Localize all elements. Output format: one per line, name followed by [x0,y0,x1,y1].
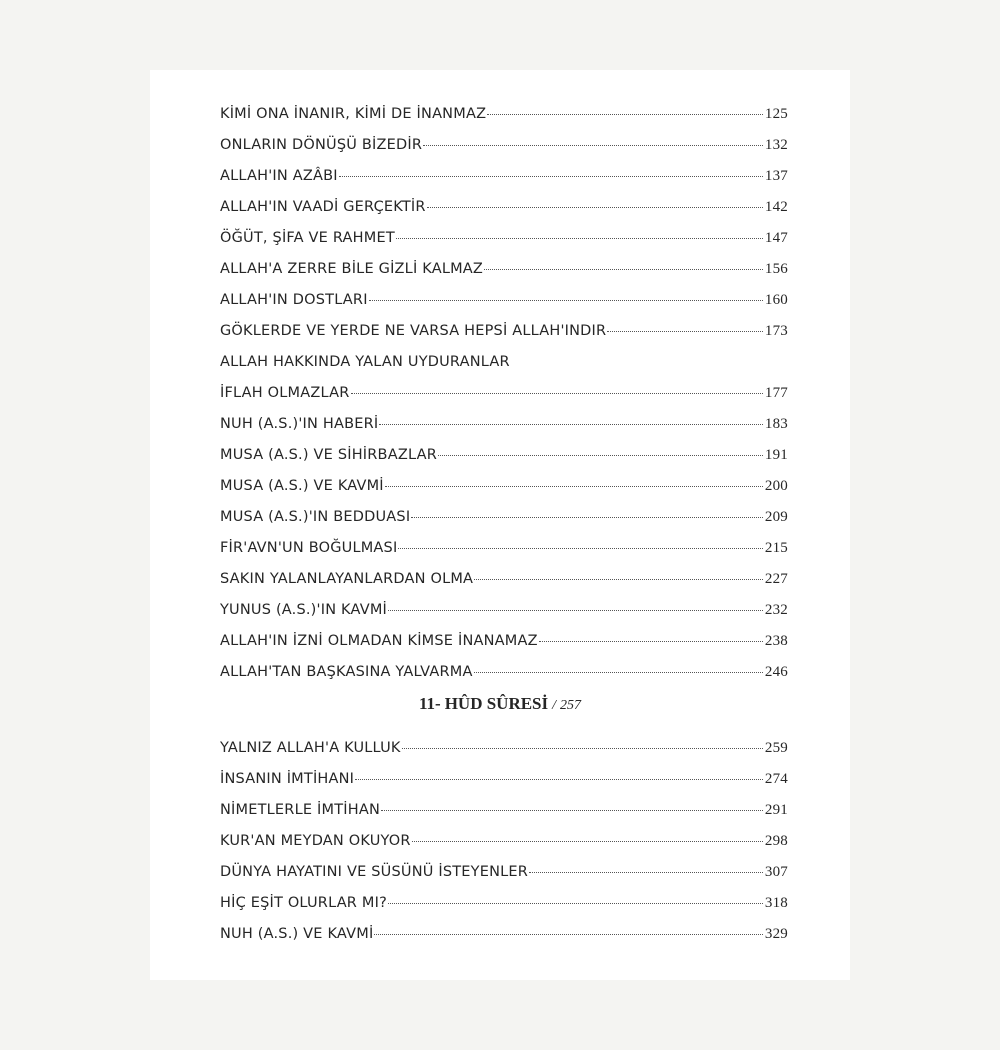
toc-entry [220,533,788,564]
toc-entry-page: 200 [764,478,788,494]
toc-entry-page: 125 [764,106,788,122]
toc-entry-title: NİMETLERLE İMTİHAN [220,802,381,818]
toc-entry-page: 147 [764,230,788,246]
toc-entry-title: MUSA (A.S.) VE KAVMİ [220,478,384,494]
toc-entry [220,161,788,192]
dot-leader [381,810,763,811]
toc-entry [220,130,788,161]
toc-entry [220,657,788,688]
toc-entry-title: ALLAH HAKKINDA YALAN UYDURANLAR [220,354,510,370]
toc-entry-title: MUSA (A.S.)'IN BEDDUASI [220,509,411,525]
toc-entry-title: ALLAH'A ZERRE BİLE GİZLİ KALMAZ [220,261,484,277]
toc-entry-title: GÖKLERDE VE YERDE NE VARSA HEPSİ ALLAH'INDIR [220,323,607,339]
toc-entry-page: 259 [764,740,788,756]
toc-entry-page: 246 [764,664,788,680]
toc-entry-title: ONLARIN DÖNÜŞÜ BİZEDİR [220,137,423,153]
toc-entry-page: 274 [764,771,788,787]
toc-entry-title: ALLAH'TAN BAŞKASINA YALVARMA [220,664,473,680]
toc-entry-title: ALLAH'IN İZNİ OLMADAN KİMSE İNANAMAZ [220,633,538,649]
toc-entry [220,378,788,409]
toc-entry-page: 137 [764,168,788,184]
dot-leader [388,610,763,611]
toc-entry-page: 298 [764,833,788,849]
toc-entry [220,595,788,626]
toc-entry [220,285,788,316]
toc-entry-title: DÜNYA HAYATINI VE SÜSÜNÜ İSTEYENLER [220,864,529,880]
toc-entry [220,564,788,595]
dot-leader [474,579,763,580]
section-name: HÛD SÛRESİ [444,694,549,713]
section-heading [150,694,850,714]
toc-entry [220,99,788,130]
toc-entry-page: 318 [764,895,788,911]
toc-entry [220,919,788,950]
toc-entry [220,440,788,471]
dot-leader [484,269,763,270]
toc-entry-continued [220,347,788,378]
dot-leader [379,424,763,425]
toc-entry-title: ÖĞÜT, ŞİFA VE RAHMET [220,230,395,246]
toc-entry [220,316,788,347]
toc-entry-page: 132 [764,137,788,153]
toc-entry-title: YALNIZ ALLAH'A KULLUK [220,740,401,756]
toc-entry [220,795,788,826]
dot-leader [423,145,763,146]
toc-entry-title: ALLAH'IN AZÂBI [220,168,338,184]
toc-entry [220,888,788,919]
toc-entry-title: FİR'AVN'UN BOĞULMASI [220,540,398,556]
toc-entry-title: MUSA (A.S.) VE SİHİRBAZLAR [220,447,437,463]
dot-leader [402,748,763,749]
section-page: 257 [560,698,582,713]
toc-entry [220,409,788,440]
toc-entry [220,826,788,857]
toc-entry [220,223,788,254]
toc-entry [220,254,788,285]
dot-leader [369,300,763,301]
book-page [150,70,850,980]
toc-entry-page: 156 [764,261,788,277]
toc-entry [220,857,788,888]
toc-entry [220,471,788,502]
toc-entry-title: NUH (A.S.)'IN HABERİ [220,416,379,432]
toc-entry-title: KUR'AN MEYDAN OKUYOR [220,833,411,849]
toc-entry-title: NUH (A.S.) VE KAVMİ [220,926,374,942]
section-number: 11- [418,694,441,713]
toc-entry-title: SAKIN YALANLAYANLARDAN OLMA [220,571,474,587]
toc-entry-page: 307 [764,864,788,880]
dot-leader [487,114,763,115]
dot-leader [412,841,763,842]
dot-leader [411,517,763,518]
toc-entry-page: 177 [764,385,788,401]
dot-leader [388,903,763,904]
dot-leader [607,331,763,332]
toc-entry-page: 160 [764,292,788,308]
toc-entry-page: 173 [764,323,788,339]
toc-entry-page: 329 [764,926,788,942]
toc-entry-title: HİÇ EŞİT OLURLAR MI? [220,895,387,911]
toc-entry-title: İFLAH OLMAZLAR [220,385,350,401]
toc-list [220,99,788,688]
toc-entry-page: 209 [764,509,788,525]
toc-entry [220,192,788,223]
dot-leader [339,176,763,177]
toc-entry [220,502,788,533]
dot-leader [355,779,763,780]
toc-entry-page: 142 [764,199,788,215]
toc-entry-page: 227 [764,571,788,587]
toc-list [220,733,788,950]
toc-entry [220,733,788,764]
dot-leader [474,672,763,673]
toc-entry-page: 215 [764,540,788,556]
toc-entry-title: ALLAH'IN DOSTLARI [220,292,368,308]
dot-leader [398,548,762,549]
toc-entry-page: 232 [764,602,788,618]
section-separator: / [552,698,557,713]
toc-entry-title: YUNUS (A.S.)'IN KAVMİ [220,602,388,618]
toc-entry-title: ALLAH'IN VAADİ GERÇEKTİR [220,199,426,215]
dot-leader [438,455,763,456]
toc-entry [220,626,788,657]
dot-leader [529,872,763,873]
dot-leader [396,238,763,239]
dot-leader [351,393,763,394]
toc-entry-title: KİMİ ONA İNANIR, KİMİ DE İNANMAZ [220,106,487,122]
toc-entry-page: 183 [764,416,788,432]
toc-entry-title: İNSANIN İMTİHANI [220,771,355,787]
toc-entry [220,764,788,795]
dot-leader [427,207,763,208]
dot-leader [539,641,763,642]
dot-leader [374,934,762,935]
toc-entry-page: 291 [764,802,788,818]
dot-leader [385,486,763,487]
toc-entry-page: 238 [764,633,788,649]
toc-entry-page: 191 [764,447,788,463]
